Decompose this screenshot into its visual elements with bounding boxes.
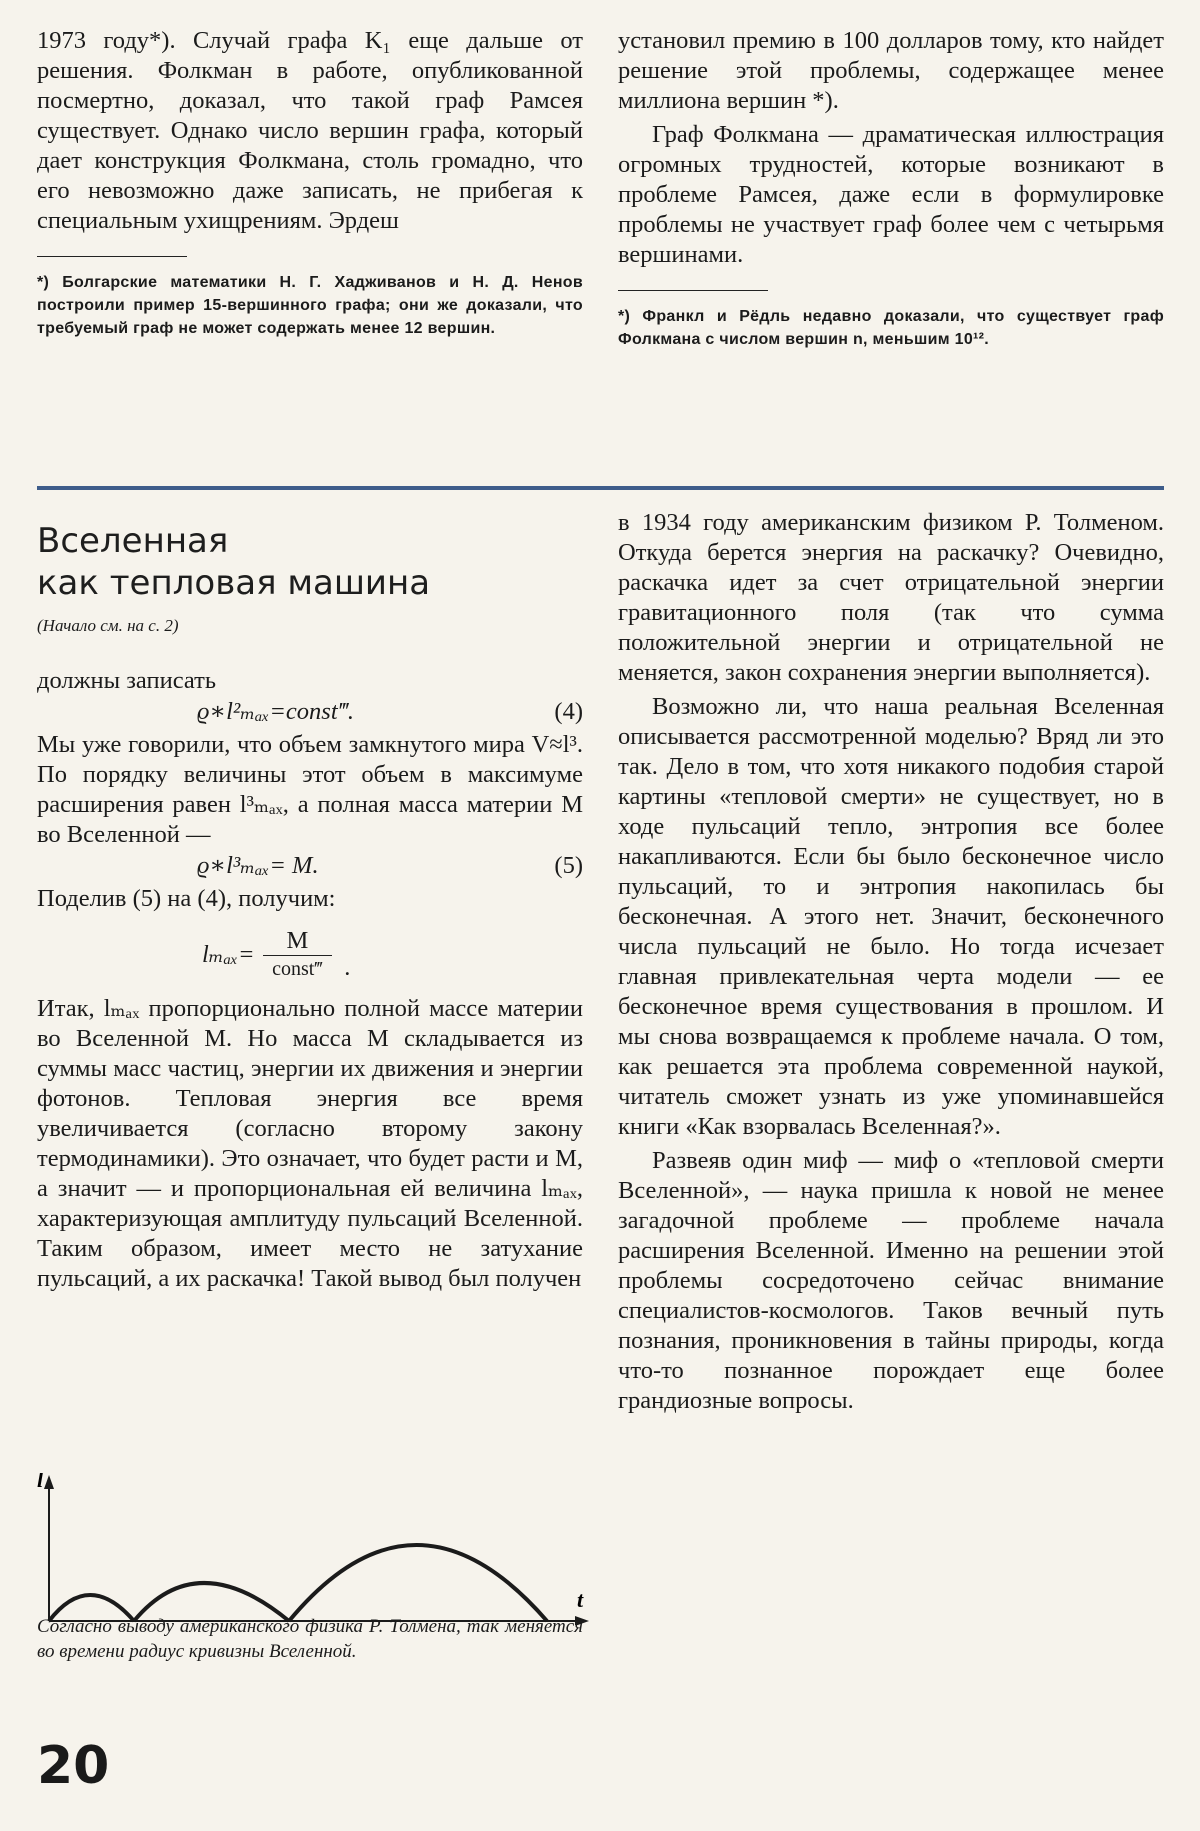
fraction-formula (202, 914, 583, 994)
page-number: 20 (37, 1736, 110, 1796)
paragraph: установил премию в 100 долларов тому, кто найдет решение этой проблемы, содержащее менее миллиона вершин *). (618, 27, 1164, 114)
pulsation-arc (289, 1545, 547, 1621)
paragraph: в 1934 году американским физиком Р. Толменом. Откуда берется энергия на раскачку? Очевидно, раскачка идет за счет отрицательной энергии гравитационного поля (так что сумма положительной энергии и отрицательной не меняется, закон сохранения энергии выполняется). (618, 509, 1164, 686)
formula-number: (4) (554, 698, 583, 725)
fraction (263, 927, 333, 981)
paragraph: Граф Фолкмана — драматическая иллюстрация огромных трудностей, которые возникают в проблеме Рамсея, даже если в формулировке проблемы не участвует граф более чем с четырьмя вершинами. (618, 121, 1164, 268)
y-axis-label: l (37, 1473, 44, 1492)
top-left-column (37, 26, 583, 340)
paragraph: Итак, lₘₐₓ пропорционально полной массе материи во Вселенной М. Но масса М складывается из суммы масс частиц, энергии их движения и энергии фотонов. Тепловая энергия все время увеличивается (согласно второму закону термодинамики). Это означает, что будет расти и М, а значит — и пропорциональная ей величина lₘₐₓ, характеризующая амплитуду пульсаций Вселенной. Таким образом, имеет место не затухание пульсаций, а их раскачка! Такой вывод был получен (37, 995, 583, 1292)
fraction-denominator: const‴ (272, 958, 323, 980)
paragraph: Развеяв один миф — миф о «тепловой смерти Вселенной», — наука пришла к новой не менее загадочной проблеме — проблеме начала расширения Вселенной. Именно на решении этой проблемы сосредоточено сейчас внимание специалистов-космологов. Таков вечный путь познания, проникновения в тайны природы, когда что-то познанное порождает еще более грандиозные вопросы. (618, 1147, 1164, 1414)
paragraph: Возможно ли, что наша реальная Вселенная описывается рассмотренной моделью? Вряд ли это так. Дело в том, что хотя никакого подобия старой картины «тепловой смерти» не существует, но в ходе пульсаций тепло, энтропия все более накапливаются. Если бы было бесконечное число пульсаций, то и энтропия накопилась бы бесконечная. А этого нет. Значит, бесконечного числа пульсаций не было. Но тогда исчезает главная привлекательная черта модели — ее бесконечное время существования в прошлом. И мы снова возвращаемся к проблеме начала. О том, как решается эта проблема современной наукой, читатель сможет узнать из уже упоминавшейся книги «Как взорвалась Вселенная?». (618, 693, 1164, 1140)
x-axis-label: t (577, 1587, 584, 1612)
y-axis-arrow (44, 1475, 54, 1489)
formula-4 (37, 696, 583, 730)
fraction-end: . (344, 954, 351, 981)
title-line: как тепловая машина (37, 563, 431, 603)
section-divider (37, 486, 1164, 490)
footnote: *) Франкл и Рёдль недавно доказали, что существует граф Фолкмана с числом вершин n, меньшим 10¹². (618, 308, 1164, 348)
paragraph: Поделив (5) на (4), получим: (37, 885, 336, 912)
title-line: Вселенная (37, 521, 229, 561)
continued-note: (Начало см. на с. 2) (37, 616, 179, 635)
fraction-numerator: М (263, 927, 333, 956)
top-right-column (618, 26, 1164, 351)
article-title (37, 520, 583, 604)
bottom-left-column (37, 520, 583, 1294)
bottom-right-column (618, 508, 1164, 1416)
figure-caption: Согласно выводу американского физика Р. Толмена, так меняется во времени радиус кривизны Вселенной. (37, 1616, 583, 1662)
paragraph: 1973 году*). Случай графа K₁ еще дальше от решения. Фолкман в работе, опубликованной посмертно, доказал, что такой граф Рамсея существует. Однако число вершин графа, который дает конструкция Фолкмана, столь громадно, что его невозможно даже записать, не прибегая к специальным ухищрениям. Эрдеш (37, 27, 583, 234)
formula: ϱ∗l³ₘₐₓ= М. (197, 852, 319, 879)
footnote-rule (618, 290, 768, 291)
formula-number: (5) (554, 852, 583, 879)
paragraph: Мы уже говорили, что объем замкнутого мира V≈l³. По порядку величины этот объем в максимуме расширения равен l³ₘₐₓ, а полная масса материи М во Вселенной — (37, 731, 583, 848)
formula-5 (37, 850, 583, 884)
formula: ϱ∗l²ₘₐₓ=const‴. (197, 698, 355, 725)
paragraph: должны записать (37, 667, 216, 694)
footnote-rule (37, 256, 187, 257)
footnote: *) Болгарские математики Н. Г. Хадживанов и Н. Д. Ненов построили пример 15-вершинного графа; они же доказали, что требуемый граф не может содержать менее 12 вершин. (37, 274, 583, 337)
fraction-lhs: lₘₐₓ= (202, 941, 255, 968)
pulsation-graph (37, 1473, 597, 1625)
